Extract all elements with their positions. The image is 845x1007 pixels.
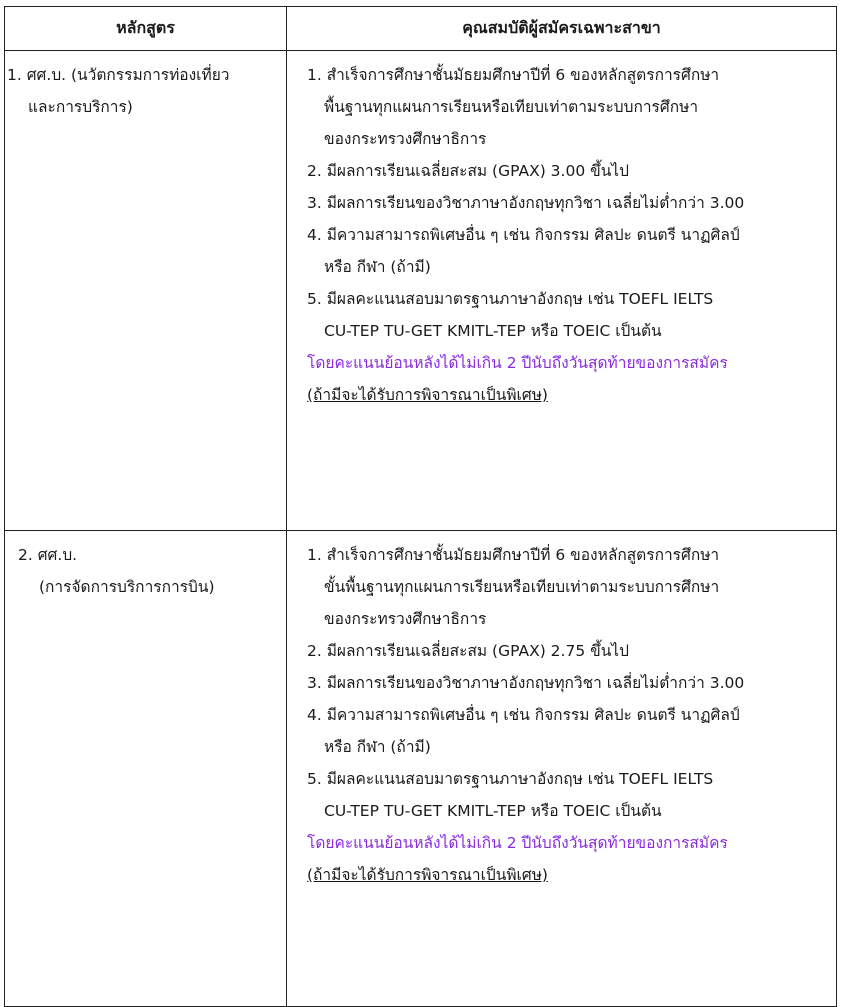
requirement-text: ของกระทรวงศึกษาธิการ (324, 610, 487, 628)
requirement-text: หรือ กีฬา (ถ้ามี) (324, 258, 431, 276)
requirement-item (307, 667, 832, 699)
special-consideration-note: (ถ้ามีจะได้รับการพิจารณาเป็นพิเศษ) (307, 866, 548, 884)
table-row (5, 51, 837, 531)
requirements-cell (287, 51, 837, 531)
requirement-text: 4. มีความสามารถพิเศษอื่น ๆ เช่น กิจกรรม ศิลปะ ดนตรี นาฏศิลป์ (307, 226, 740, 244)
requirement-text: 3. มีผลการเรียนของวิชาภาษาอังกฤษทุกวิชา เฉลี่ยไม่ต่ำกว่า 3.00 (307, 674, 745, 692)
requirement-item (307, 699, 832, 763)
requirement-text: 5. มีผลคะแนนสอบมาตรฐานภาษาอังกฤษ เช่น TOEFL IELTS (307, 290, 714, 308)
program-name-line2: และการบริการ) (28, 98, 133, 116)
program-name-line1: 1. ศศ.บ. (นวัตกรรมการท่องเที่ยว (7, 66, 230, 84)
requirement-text: ของกระทรวงศึกษาธิการ (324, 130, 487, 148)
header-program: หลักสูตร (5, 7, 287, 51)
score-validity-note: โดยคะแนนย้อนหลังได้ไม่เกิน 2 ปีนับถึงวันสุดท้ายของการสมัคร (307, 834, 728, 852)
score-validity-note: โดยคะแนนย้อนหลังได้ไม่เกิน 2 ปีนับถึงวันสุดท้ายของการสมัคร (307, 354, 728, 372)
requirement-text: 2. มีผลการเรียนเฉลี่ยสะสม (GPAX) 3.00 ขึ้นไป (307, 162, 629, 180)
requirement-text: 1. สำเร็จการศึกษาชั้นมัธยมศึกษาปีที่ 6 ของหลักสูตรการศึกษา (307, 66, 720, 84)
requirement-text: พื้นฐานทุกแผนการเรียนหรือเทียบเท่าตามระบบการศึกษา (324, 98, 699, 116)
requirements-list (307, 59, 832, 411)
requirement-text: 3. มีผลการเรียนของวิชาภาษาอังกฤษทุกวิชา เฉลี่ยไม่ต่ำกว่า 3.00 (307, 194, 745, 212)
requirement-text: หรือ กีฬา (ถ้ามี) (324, 738, 431, 756)
requirement-text: CU-TEP TU-GET KMITL-TEP หรือ TOEIC เป็นต้น (324, 802, 662, 820)
requirements-list (307, 539, 832, 891)
requirement-item (307, 763, 832, 891)
requirement-item (307, 187, 832, 219)
requirement-item (307, 635, 832, 667)
requirement-item (307, 219, 832, 283)
admission-criteria-table (4, 6, 837, 1007)
program-cell (5, 51, 287, 531)
program-cell (5, 531, 287, 1007)
requirement-item (307, 155, 832, 187)
table-row (5, 531, 837, 1007)
requirement-text: ขั้นพื้นฐานทุกแผนการเรียนหรือเทียบเท่าตามระบบการศึกษา (324, 578, 720, 596)
requirement-text: 2. มีผลการเรียนเฉลี่ยสะสม (GPAX) 2.75 ขึ้นไป (307, 642, 629, 660)
requirement-item (307, 283, 832, 411)
requirement-text: 4. มีความสามารถพิเศษอื่น ๆ เช่น กิจกรรม ศิลปะ ดนตรี นาฏศิลป์ (307, 706, 740, 724)
special-consideration-note: (ถ้ามีจะได้รับการพิจารณาเป็นพิเศษ) (307, 386, 548, 404)
header-requirements: คุณสมบัติผู้สมัครเฉพาะสาขา (287, 7, 837, 51)
requirement-text: CU-TEP TU-GET KMITL-TEP หรือ TOEIC เป็นต้น (324, 322, 662, 340)
requirement-item (307, 59, 832, 155)
program-name-line2: (การจัดการบริการการบิน) (39, 578, 215, 596)
requirement-text: 1. สำเร็จการศึกษาชั้นมัธยมศึกษาปีที่ 6 ของหลักสูตรการศึกษา (307, 546, 720, 564)
program-name-line1: 2. ศศ.บ. (18, 546, 78, 564)
requirements-cell (287, 531, 837, 1007)
table-header-row (5, 7, 837, 51)
requirement-text: 5. มีผลคะแนนสอบมาตรฐานภาษาอังกฤษ เช่น TOEFL IELTS (307, 770, 714, 788)
requirement-item (307, 539, 832, 635)
